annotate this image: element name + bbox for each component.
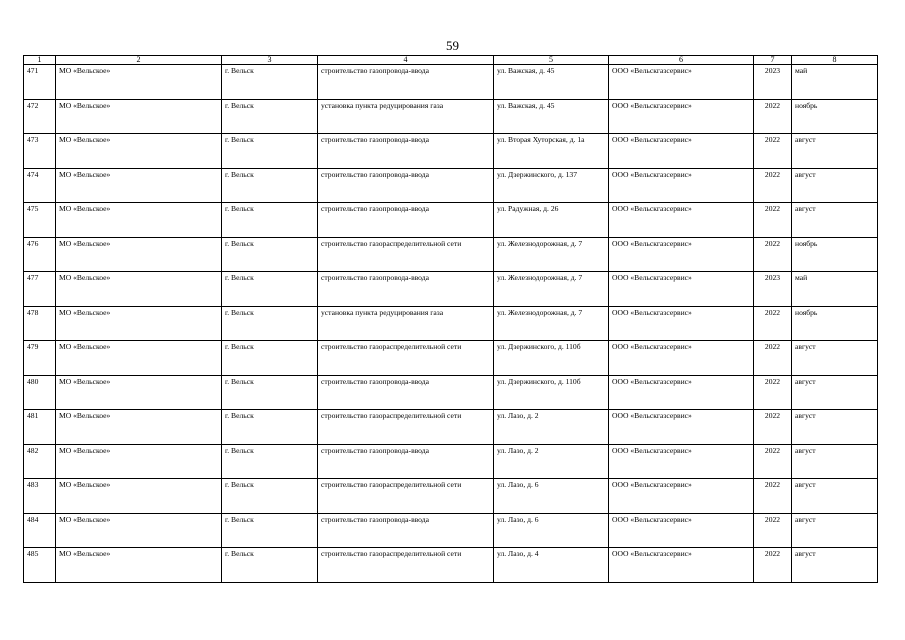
table-row [24,513,878,548]
cell-settlement: г. Вельск [222,203,318,238]
table-row [24,237,878,272]
cell-year: 2022 [754,341,792,376]
cell-month: август [792,375,878,410]
cell-organization: ООО «Вельскгазсервис» [609,410,754,445]
cell-year: 2022 [754,237,792,272]
table-row [24,134,878,169]
cell-year: 2022 [754,99,792,134]
table-row [24,444,878,479]
cell-organization: ООО «Вельскгазсервис» [609,203,754,238]
cell-work-type: строительство газопровода-ввода [318,272,494,307]
cell-month: август [792,203,878,238]
cell-address: ул. Радужная, д. 26 [494,203,609,238]
cell-year: 2022 [754,168,792,203]
cell-organization: ООО «Вельскгазсервис» [609,375,754,410]
cell-year: 2022 [754,410,792,445]
cell-month: август [792,513,878,548]
cell-work-type: строительство газопровода-ввода [318,513,494,548]
cell-row-number: 484 [24,513,56,548]
cell-row-number: 472 [24,99,56,134]
column-header: 7 [754,56,792,65]
cell-address: ул. Железнодорожная, д. 7 [494,306,609,341]
cell-month: август [792,479,878,514]
cell-settlement: г. Вельск [222,444,318,479]
cell-year: 2022 [754,134,792,169]
column-header: 8 [792,56,878,65]
cell-organization: ООО «Вельскгазсервис» [609,341,754,376]
cell-address: ул. Дзержинского, д. 110б [494,375,609,410]
table-row [24,375,878,410]
header-row [24,56,878,65]
cell-row-number: 485 [24,548,56,583]
table-row [24,410,878,445]
cell-organization: ООО «Вельскгазсервис» [609,479,754,514]
cell-municipality: МО «Вельское» [56,237,222,272]
cell-municipality: МО «Вельское» [56,479,222,514]
cell-work-type: строительство газопровода-ввода [318,375,494,410]
cell-address: ул. Железнодорожная, д. 7 [494,237,609,272]
cell-row-number: 482 [24,444,56,479]
cell-row-number: 474 [24,168,56,203]
cell-organization: ООО «Вельскгазсервис» [609,272,754,307]
cell-organization: ООО «Вельскгазсервис» [609,99,754,134]
cell-organization: ООО «Вельскгазсервис» [609,444,754,479]
cell-municipality: МО «Вельское» [56,203,222,238]
cell-address: ул. Лазо, д. 2 [494,410,609,445]
cell-address: ул. Важская, д. 45 [494,99,609,134]
column-header: 6 [609,56,754,65]
cell-month: май [792,272,878,307]
cell-municipality: МО «Вельское» [56,134,222,169]
column-header: 4 [318,56,494,65]
cell-address: ул. Лазо, д. 4 [494,548,609,583]
cell-address: ул. Железнодорожная, д. 7 [494,272,609,307]
cell-municipality: МО «Вельское» [56,548,222,583]
column-header: 2 [56,56,222,65]
cell-address: ул. Лазо, д. 6 [494,479,609,514]
cell-municipality: МО «Вельское» [56,272,222,307]
cell-municipality: МО «Вельское» [56,375,222,410]
cell-year: 2022 [754,444,792,479]
cell-row-number: 480 [24,375,56,410]
cell-work-type: строительство газораспределительной сети [318,341,494,376]
cell-row-number: 479 [24,341,56,376]
cell-work-type: строительство газораспределительной сети [318,410,494,445]
cell-work-type: установка пункта редуцирования газа [318,99,494,134]
column-header: 1 [24,56,56,65]
table-row [24,272,878,307]
cell-row-number: 475 [24,203,56,238]
cell-year: 2022 [754,306,792,341]
table-row [24,99,878,134]
cell-row-number: 471 [24,65,56,100]
table-row [24,65,878,100]
cell-month: август [792,134,878,169]
cell-organization: ООО «Вельскгазсервис» [609,65,754,100]
table-row [24,168,878,203]
cell-month: август [792,341,878,376]
table-row [24,203,878,238]
cell-settlement: г. Вельск [222,272,318,307]
cell-organization: ООО «Вельскгазсервис» [609,306,754,341]
cell-settlement: г. Вельск [222,168,318,203]
cell-settlement: г. Вельск [222,375,318,410]
cell-municipality: МО «Вельское» [56,65,222,100]
cell-settlement: г. Вельск [222,479,318,514]
cell-organization: ООО «Вельскгазсервис» [609,548,754,583]
cell-work-type: строительство газораспределительной сети [318,479,494,514]
cell-row-number: 473 [24,134,56,169]
cell-year: 2023 [754,272,792,307]
column-header: 5 [494,56,609,65]
cell-work-type: установка пункта редуцирования газа [318,306,494,341]
cell-municipality: МО «Вельское» [56,341,222,376]
cell-address: ул. Дзержинского, д. 137 [494,168,609,203]
cell-year: 2023 [754,65,792,100]
cell-work-type: строительство газопровода-ввода [318,65,494,100]
table-body [24,65,878,583]
cell-year: 2022 [754,479,792,514]
cell-year: 2022 [754,203,792,238]
cell-settlement: г. Вельск [222,237,318,272]
cell-municipality: МО «Вельское» [56,99,222,134]
cell-year: 2022 [754,513,792,548]
cell-organization: ООО «Вельскгазсервис» [609,237,754,272]
cell-organization: ООО «Вельскгазсервис» [609,168,754,203]
cell-row-number: 481 [24,410,56,445]
cell-work-type: строительство газопровода-ввода [318,168,494,203]
cell-address: ул. Лазо, д. 2 [494,444,609,479]
cell-row-number: 477 [24,272,56,307]
cell-work-type: строительство газораспределительной сети [318,548,494,583]
cell-settlement: г. Вельск [222,65,318,100]
cell-year: 2022 [754,375,792,410]
cell-municipality: МО «Вельское» [56,306,222,341]
cell-address: ул. Лазо, д. 6 [494,513,609,548]
cell-address: ул. Важская, д. 45 [494,65,609,100]
cell-month: ноябрь [792,306,878,341]
table-row [24,341,878,376]
cell-settlement: г. Вельск [222,410,318,445]
cell-row-number: 478 [24,306,56,341]
data-table [23,55,878,583]
cell-address: ул. Вторая Хуторская, д. 1а [494,134,609,169]
cell-organization: ООО «Вельскгазсервис» [609,513,754,548]
table-row [24,306,878,341]
table-row [24,548,878,583]
cell-month: ноябрь [792,237,878,272]
cell-month: ноябрь [792,99,878,134]
column-header: 3 [222,56,318,65]
cell-settlement: г. Вельск [222,341,318,376]
cell-month: август [792,548,878,583]
cell-organization: ООО «Вельскгазсервис» [609,134,754,169]
cell-municipality: МО «Вельское» [56,513,222,548]
cell-municipality: МО «Вельское» [56,168,222,203]
cell-row-number: 476 [24,237,56,272]
cell-municipality: МО «Вельское» [56,410,222,445]
cell-work-type: строительство газопровода-ввода [318,134,494,169]
cell-address: ул. Дзержинского, д. 110б [494,341,609,376]
cell-year: 2022 [754,548,792,583]
cell-settlement: г. Вельск [222,99,318,134]
cell-row-number: 483 [24,479,56,514]
table-row [24,479,878,514]
cell-work-type: строительство газопровода-ввода [318,444,494,479]
cell-month: август [792,168,878,203]
cell-settlement: г. Вельск [222,134,318,169]
cell-settlement: г. Вельск [222,548,318,583]
cell-work-type: строительство газопровода-ввода [318,203,494,238]
cell-municipality: МО «Вельское» [56,444,222,479]
cell-settlement: г. Вельск [222,306,318,341]
cell-month: август [792,444,878,479]
cell-work-type: строительство газораспределительной сети [318,237,494,272]
cell-month: август [792,410,878,445]
page-number: 59 [446,38,459,53]
cell-settlement: г. Вельск [222,513,318,548]
cell-month: май [792,65,878,100]
